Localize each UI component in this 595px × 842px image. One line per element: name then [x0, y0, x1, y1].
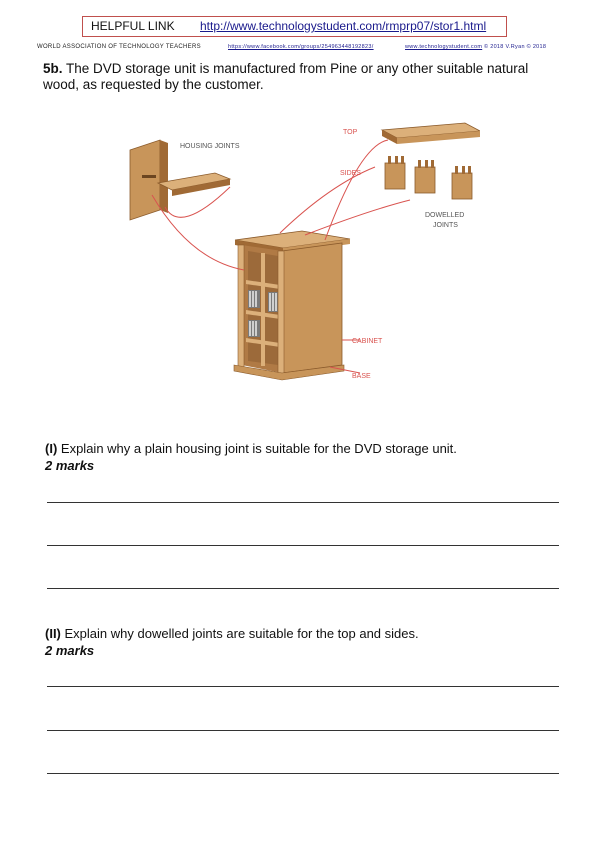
- label-top: TOP: [343, 129, 358, 136]
- cabinet: [234, 231, 350, 380]
- label-dowelled: DOWELLED: [425, 212, 465, 219]
- question-1-text: Explain why a plain housing joint is suitable for the DVD storage unit.: [60, 441, 457, 456]
- site-credit: [405, 44, 546, 50]
- question-2-number: (II): [45, 626, 61, 641]
- side-pieces: [385, 156, 472, 199]
- question-number: 5b.: [43, 61, 63, 76]
- answer-line[interactable]: [47, 588, 559, 589]
- label-housing-joints: HOUSING JOINTS: [180, 143, 240, 150]
- dvd-storage-illustration: [120, 115, 480, 415]
- question-intro: [43, 61, 563, 93]
- top-panel: [382, 123, 480, 144]
- label-sides: SIDES: [340, 170, 362, 177]
- label-base: BASE: [352, 373, 371, 380]
- answer-line[interactable]: [47, 502, 559, 503]
- question-1-marks: 2 marks: [45, 458, 95, 473]
- question-2: [45, 625, 565, 659]
- question-1: [45, 440, 565, 474]
- answer-line[interactable]: [47, 545, 559, 546]
- question-2-marks: 2 marks: [45, 643, 95, 658]
- answer-line[interactable]: [47, 730, 559, 731]
- label-joints: JOINTS: [433, 222, 458, 229]
- label-cabinet: CABINET: [352, 338, 383, 345]
- association-name: WORLD ASSOCIATION OF TECHNOLOGY TEACHERS: [37, 44, 201, 50]
- answer-line[interactable]: [47, 773, 559, 774]
- site-link[interactable]: www.technologystudent.com: [405, 44, 483, 50]
- housing-joint-detail: [130, 140, 230, 220]
- intro-text: The DVD storage unit is manufactured from Pine or any other suitable natural wood, as requested by the customer.: [43, 61, 529, 92]
- helpful-link-label: HELPFUL LINK: [91, 19, 175, 33]
- facebook-link[interactable]: https://www.facebook.com/groups/254963448192823/: [228, 44, 374, 50]
- helpful-link-box: [82, 16, 507, 37]
- question-2-text: Explain why dowelled joints are suitable for the top and sides.: [64, 626, 419, 641]
- helpful-link-url[interactable]: http://www.technologystudent.com/rmprp07/stor1.html: [200, 19, 487, 33]
- copyright-text: © 2018 V.Ryan © 2018: [484, 44, 547, 50]
- question-1-number: (I): [45, 441, 58, 456]
- answer-line[interactable]: [47, 686, 559, 687]
